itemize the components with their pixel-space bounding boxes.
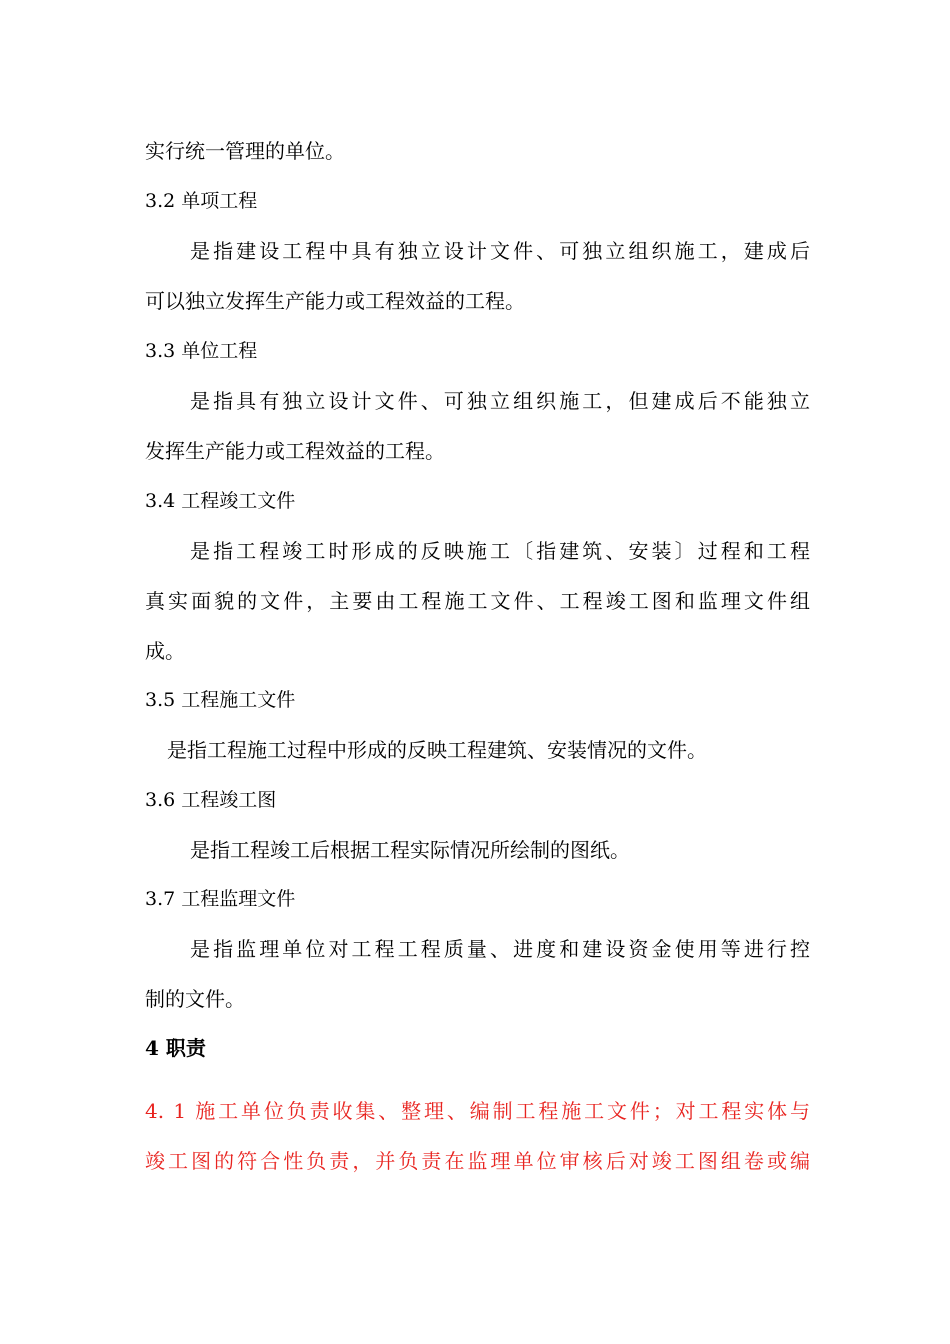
paragraph-line: 发挥生产能力或工程效益的工程。 [145,439,445,463]
paragraph-line-highlighted: 4. 1 施工单位负责收集、整理、编制工程施工文件；对工程实体与 [145,1099,810,1123]
paragraph-line: 是指工程施工过程中形成的反映工程建筑、安装情况的文件。 [167,738,707,762]
section-heading-3-2: 3.2 单项工程 [145,190,258,212]
paragraph-line: 制的文件。 [145,987,245,1011]
paragraph-line: 是指具有独立设计文件、可独立组织施工，但建成后不能独立 [190,389,810,413]
section-heading-3-4: 3.4 工程竣工文件 [145,490,296,512]
paragraph-line: 是指工程竣工时形成的反映施工〔指建筑、安装〕过程和工程 [190,539,810,563]
paragraph-line: 是指工程竣工后根据工程实际情况所绘制的图纸。 [190,838,630,862]
section-heading-4: 4 职责 [145,1036,206,1060]
paragraph-line: 实行统一管理的单位。 [145,139,345,163]
paragraph-line-highlighted: 竣工图的符合性负责，并负责在监理单位审核后对竣工图组卷或编 [145,1149,810,1173]
paragraph-line: 是指监理单位对工程工程质量、进度和建设资金使用等进行控 [190,937,810,961]
section-heading-3-6: 3.6 工程竣工图 [145,789,277,811]
paragraph-line: 是指建设工程中具有独立设计文件、可独立组织施工，建成后 [190,239,810,263]
section-heading-3-5: 3.5 工程施工文件 [145,689,296,711]
section-heading-3-7: 3.7 工程监理文件 [145,888,296,910]
paragraph-line: 真实面貌的文件，主要由工程施工文件、工程竣工图和监理文件组 [145,589,810,613]
paragraph-line: 成。 [145,639,185,663]
paragraph-line: 可以独立发挥生产能力或工程效益的工程。 [145,289,525,313]
section-heading-3-3: 3.3 单位工程 [145,340,258,362]
